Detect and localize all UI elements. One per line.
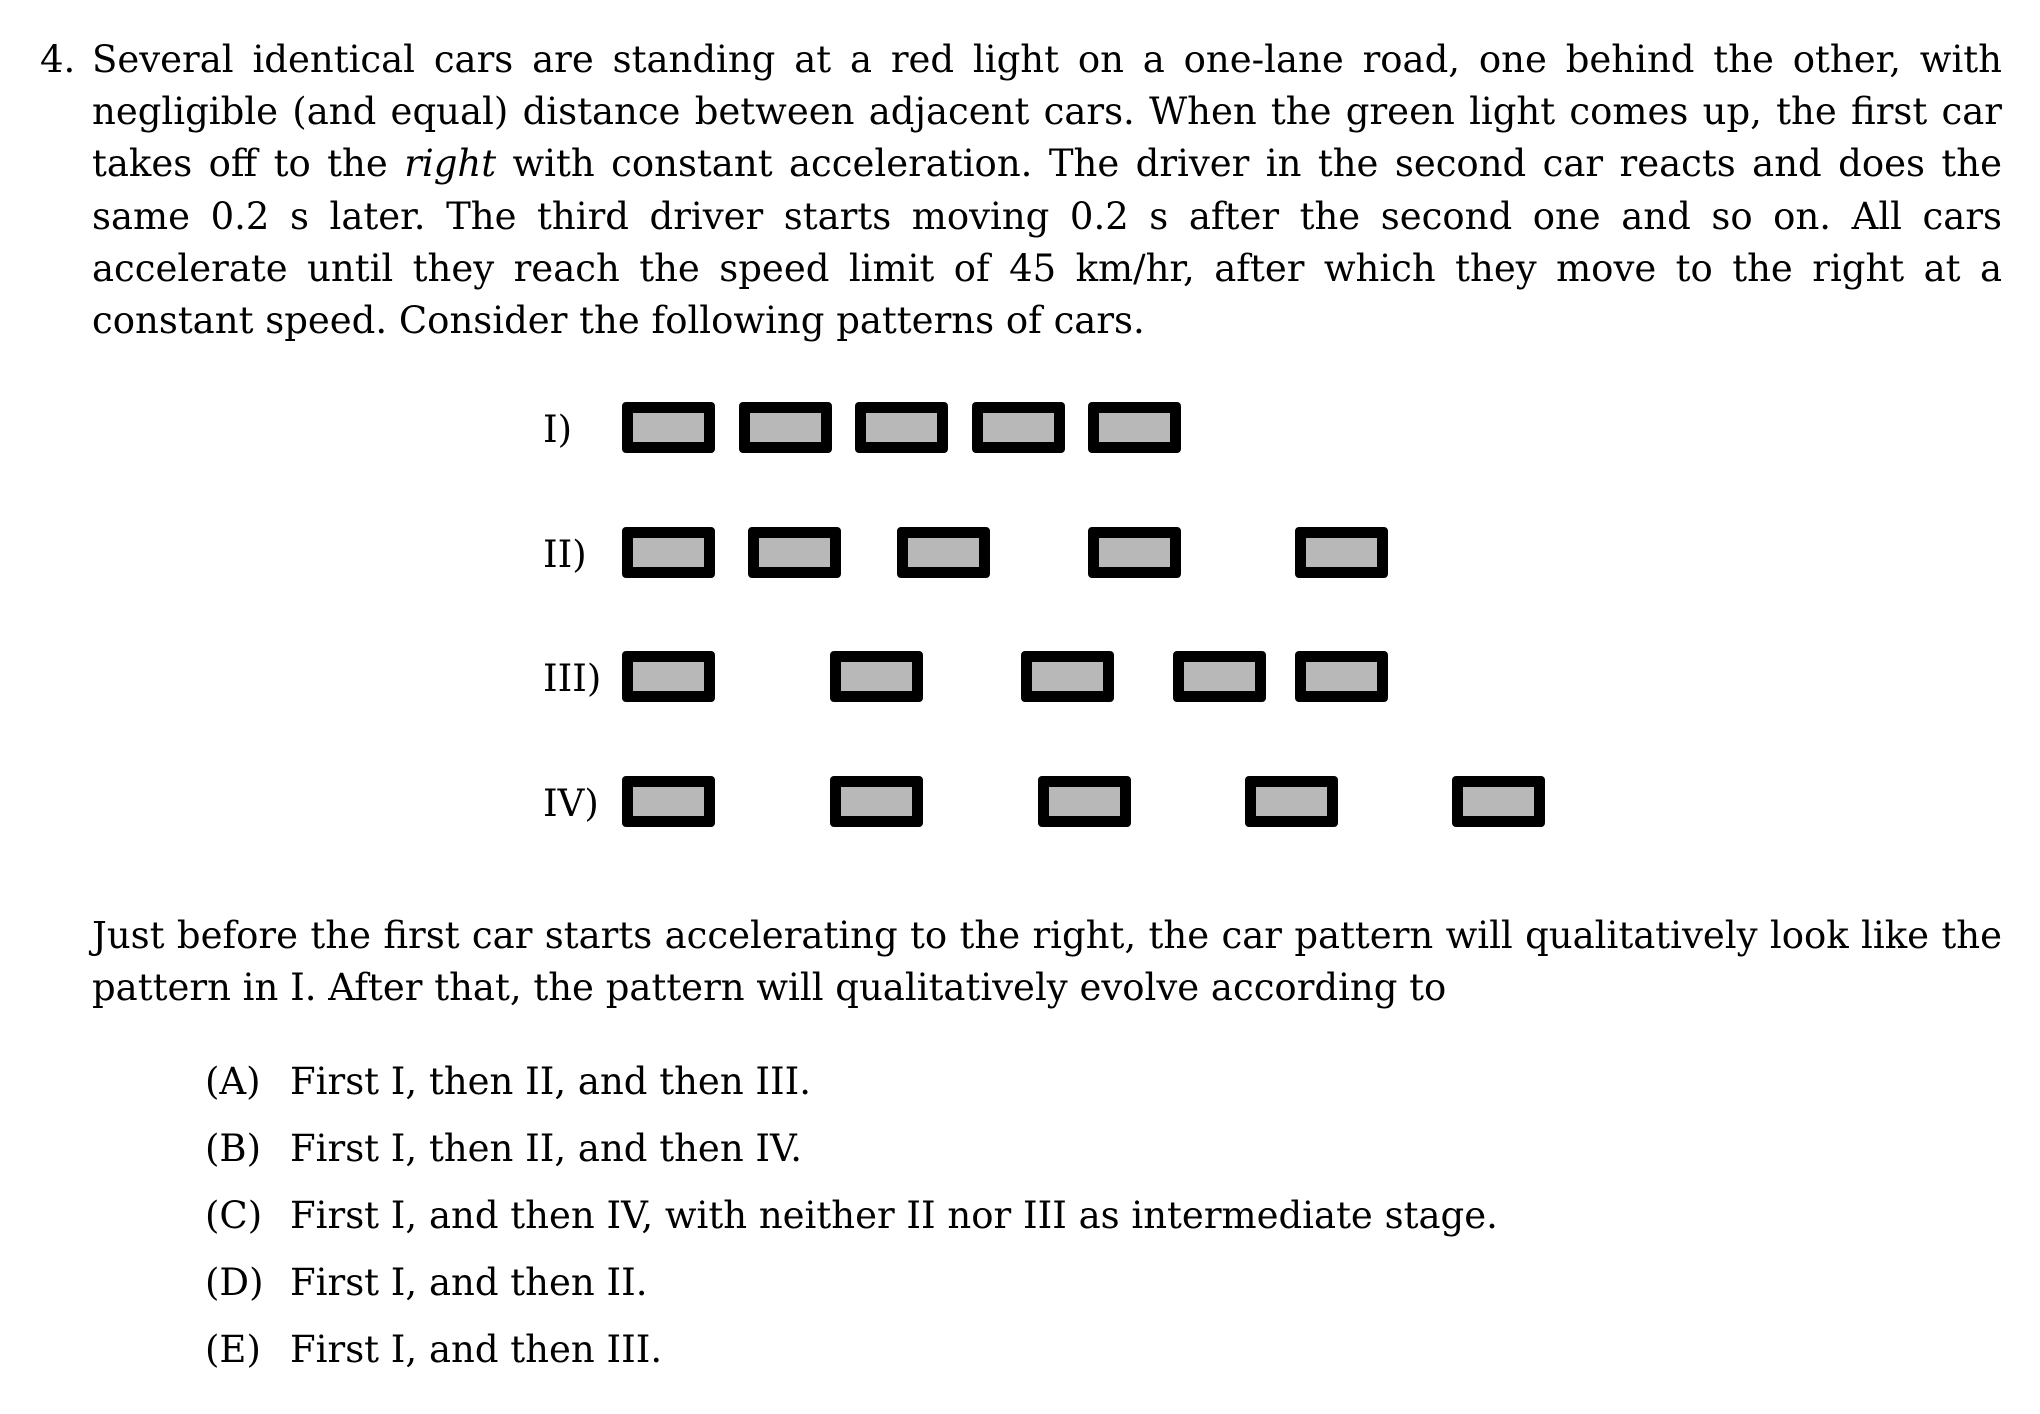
- intro-text-1: Several identical cars are standing at a red light on a one-lane road, one behind the other, with negligible (and equal) distance between adjacent cars. When the green light comes up, the first car takes off to the: [92, 38, 2002, 186]
- pattern-label: I): [543, 408, 573, 451]
- car-icon: [622, 776, 715, 827]
- car-icon: [622, 651, 715, 702]
- option-text: First I, and then IV, with neither II nor III as intermediate stage.: [290, 1194, 1498, 1237]
- car-icon: [1295, 527, 1388, 578]
- car-icon: [897, 527, 990, 578]
- car-icon: [739, 402, 832, 453]
- option-label: (A): [205, 1060, 261, 1103]
- car-icon: [622, 402, 715, 453]
- pattern-label: IV): [543, 782, 599, 825]
- car-icon: [1245, 776, 1338, 827]
- intro-text-emphasis: right: [404, 142, 497, 186]
- option-label: (E): [205, 1328, 261, 1371]
- car-icon: [830, 776, 923, 827]
- car-icon: [830, 651, 923, 702]
- car-icon: [1088, 402, 1181, 453]
- answer-option: [205, 1057, 811, 1107]
- car-icon: [748, 527, 841, 578]
- car-icon: [855, 402, 948, 453]
- car-icon: [972, 402, 1065, 453]
- answer-option: [205, 1325, 662, 1375]
- pattern-label: III): [543, 657, 602, 700]
- car-icon: [1038, 776, 1131, 827]
- question-followup: Just before the first car starts accelerating to the right, the car pattern will qualitatively look like the pattern in I. After that, the pattern will qualitatively evolve according to: [92, 914, 2002, 1010]
- answer-option: [205, 1191, 1498, 1241]
- option-text: First I, and then III.: [290, 1328, 663, 1371]
- pattern-label: II): [543, 533, 587, 576]
- car-icon: [622, 527, 715, 578]
- option-label: (C): [205, 1194, 263, 1237]
- option-text: First I, and then II.: [290, 1261, 648, 1304]
- option-text: First I, then II, and then III.: [290, 1060, 812, 1103]
- car-icon: [1452, 776, 1545, 827]
- option-text: First I, then II, and then IV.: [290, 1127, 803, 1170]
- car-icon: [1173, 651, 1266, 702]
- intro-text-2: with constant acceleration. The driver in the second car reacts and does the same 0.2 s later. The third driver starts moving 0.2 s after the second one and so on. All cars accelerate until they reach the speed limit of 45 km/hr, after which they move to the right at a constant speed. Consider the following patterns of cars.: [92, 142, 2002, 343]
- answer-option: [205, 1124, 802, 1174]
- car-icon: [1088, 527, 1181, 578]
- option-label: (B): [205, 1127, 262, 1170]
- car-icon: [1021, 651, 1114, 702]
- answer-option: [205, 1258, 647, 1308]
- question-intro: [92, 34, 2002, 347]
- question-number: 4.: [40, 38, 76, 81]
- option-label: (D): [205, 1261, 264, 1304]
- car-icon: [1295, 651, 1388, 702]
